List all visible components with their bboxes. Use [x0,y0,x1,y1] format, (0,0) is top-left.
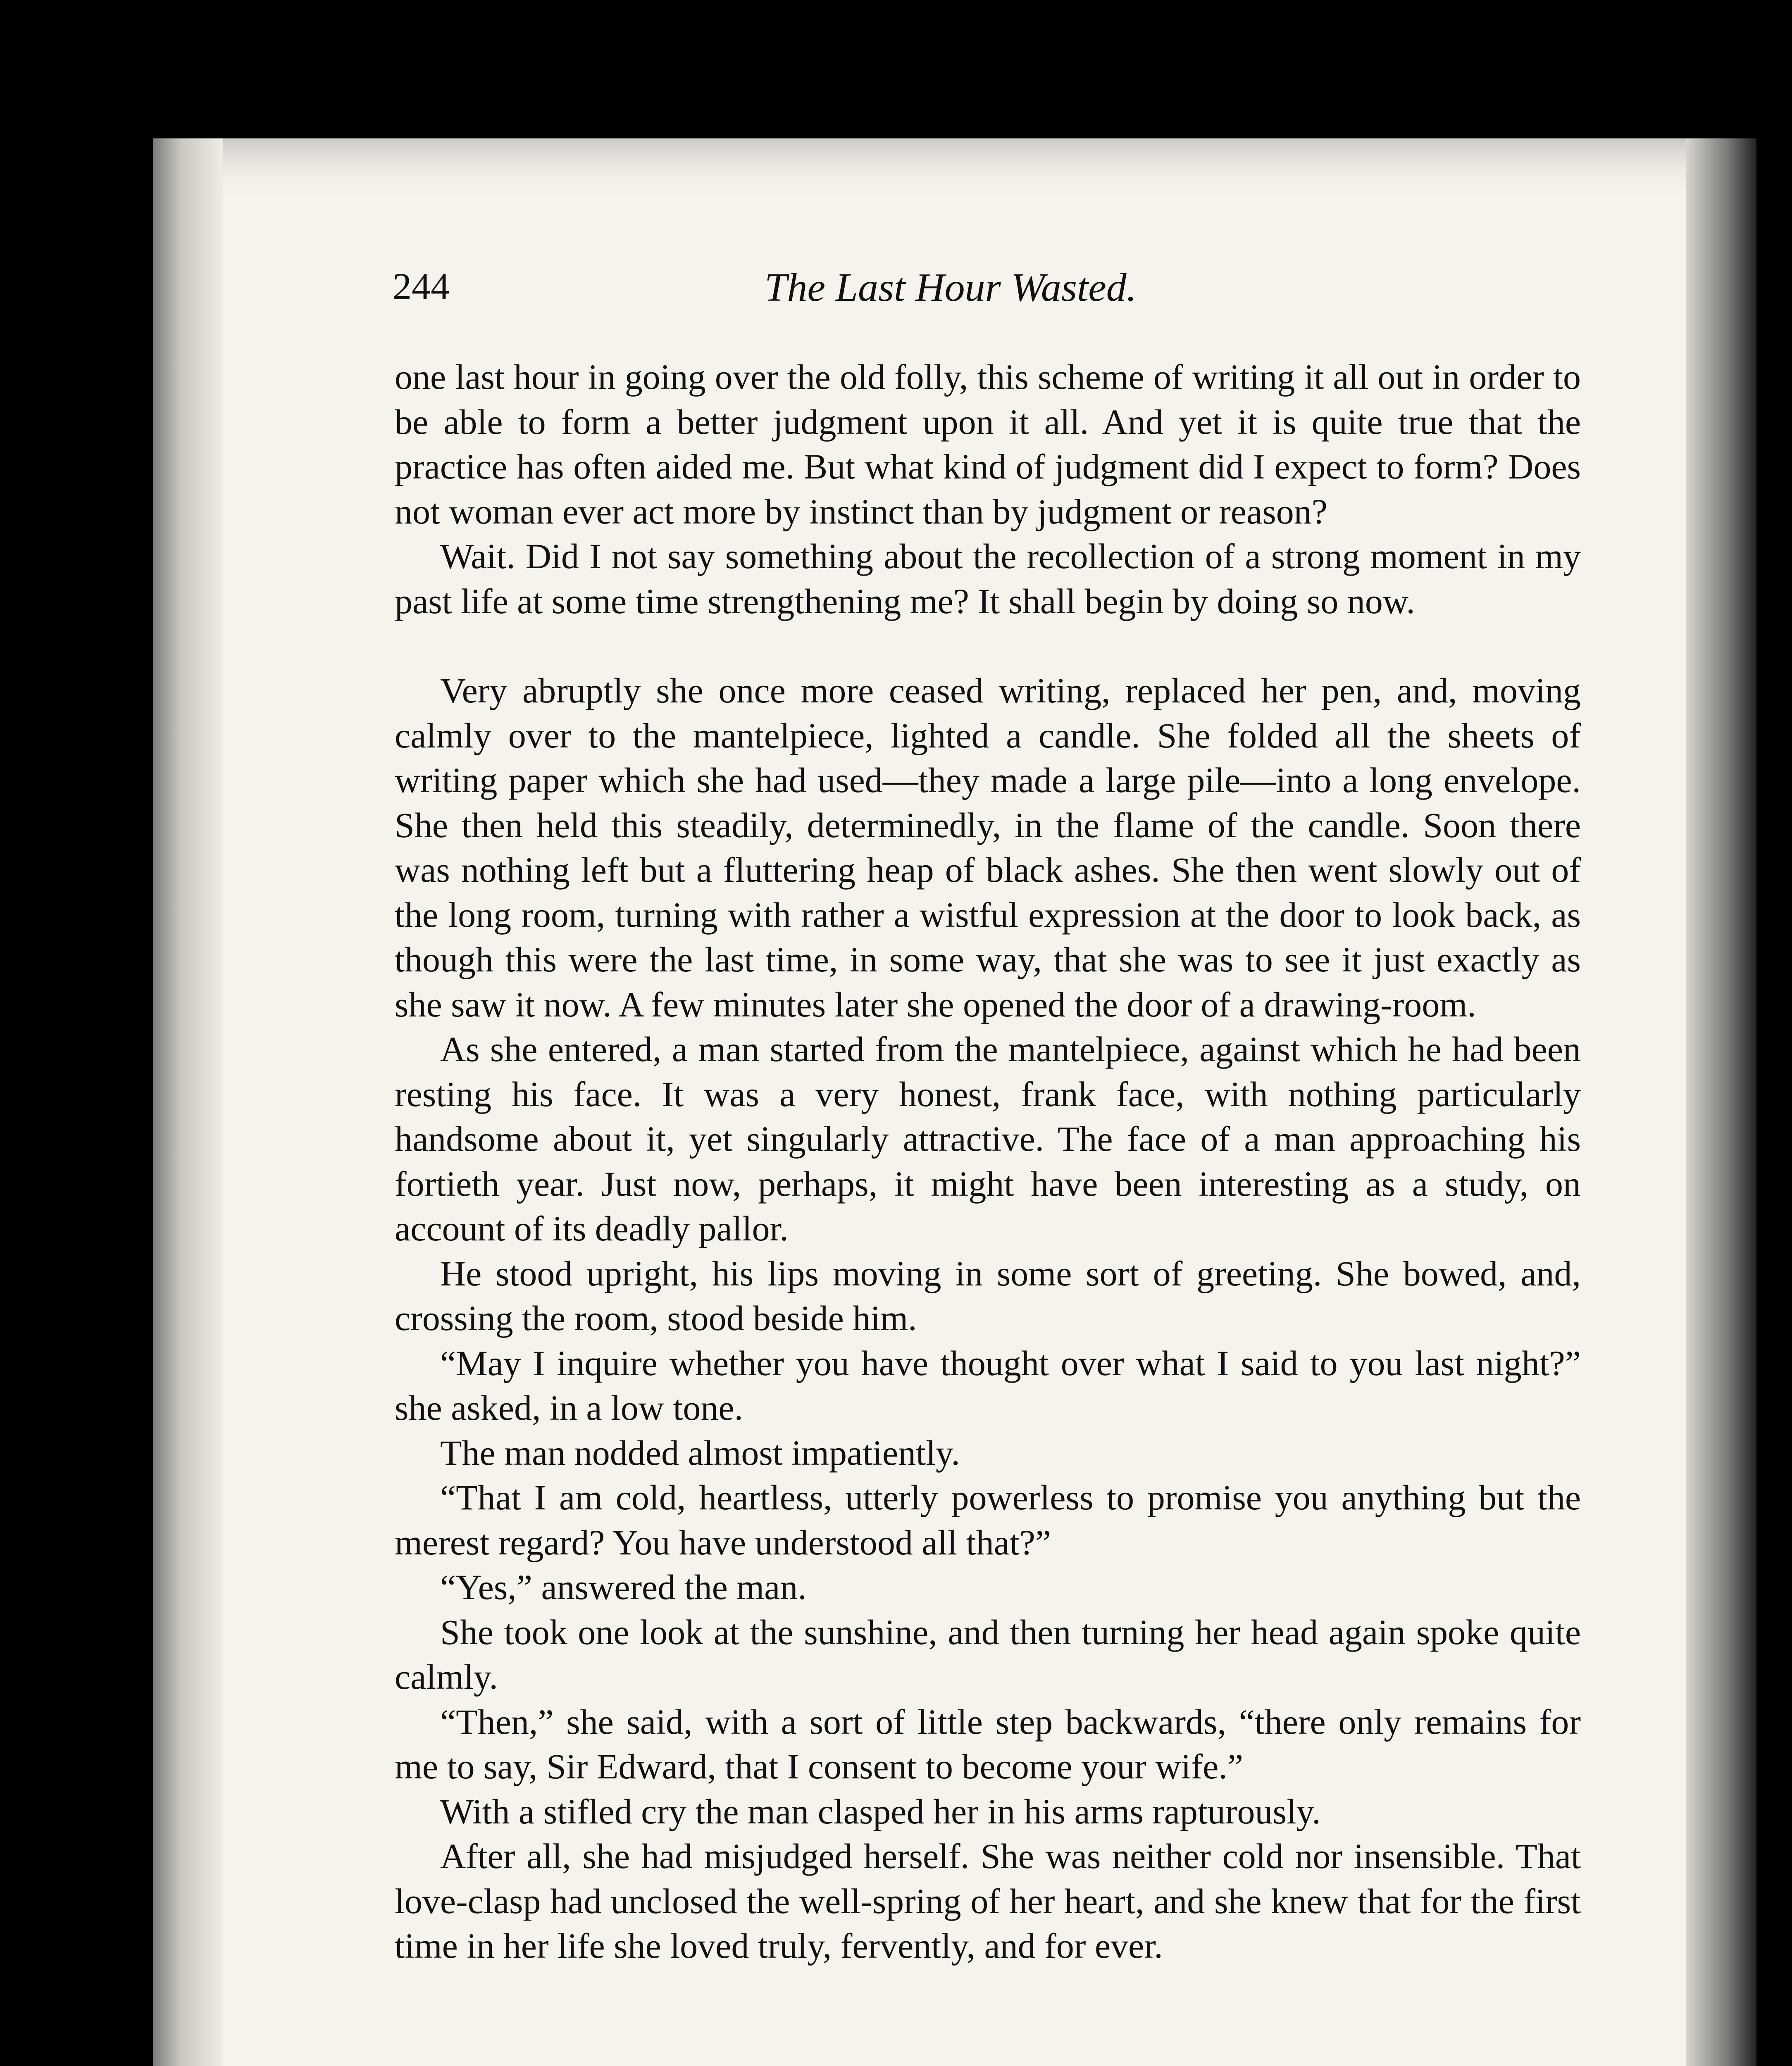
paragraph: He stood upright, his lips moving in some sort of greeting. She bowed, and, crossing the room, stood beside him. [395,1253,1581,1338]
paragraph: “That I am cold, heartless, utterly powerless to promise you anything but the merest regard? You have understood all that?” [395,1478,1581,1562]
page-gutter-left [153,138,223,2066]
page-gutter-right [1686,138,1756,2066]
paragraph: “May I inquire whether you have thought over what I said to you last night?” she asked, in a low tone. [395,1343,1581,1428]
paragraph: The man nodded almost impatiently. [440,1433,960,1473]
running-head [393,264,1591,322]
paragraph: Wait. Did I not say something about the recollection of a strong moment in my past life at some time strengthening me? It shall begin by doing so now. [395,536,1581,621]
paragraph: Very abruptly she once more ceased writing, replaced her pen, and, moving calmly over to the mantelpiece, lighted a candle. She folded all the sheets of writing paper which she had used—they made a large pile—into a long envelope. She then held this steadily, determinedly, in the flame of the candle. Soon there was nothing left but a fluttering heap of black ashes. She then went slowly out of the long room, turning with rather a wistful expression at the door to look back, as though this were the last time, in some way, that she was to see it just exactly as she saw it now. A few minutes later she opened the door of a drawing-room. [395,671,1581,1024]
running-title: The Last Hour Wasted. [765,265,1137,310]
paragraph: After all, she had misjudged herself. She was neither cold nor insensible. That love-clasp had unclosed the well-spring of her heart, and she knew that for the first time in her life she loved truly, fervently, and for ever. [395,1836,1581,1966]
paragraph: As she entered, a man started from the mantelpiece, against which he had been resting his face. It was a very honest, frank face, with nothing particularly handsome about it, yet singularly attractive. The face of a man approaching his fortieth year. Just now, perhaps, it might have been interesting as a study, on account of its deadly pallor. [395,1029,1581,1248]
paragraph: With a stifled cry the man clasped her in his arms rapturously. [440,1791,1321,1831]
body-text [395,355,1581,1968]
page-number: 244 [393,265,450,307]
paragraph: one last hour in going over the old folly, this scheme of writing it all out in order to be able to form a better judgment upon it all. And yet it is quite true that the practice has often aided me. But what kind of judgment did I expect to form? Does not woman ever act more by instinct than by judgment or reason? [395,357,1581,531]
paragraph: “Yes,” answered the man. [440,1567,807,1607]
paragraph: “Then,” she said, with a sort of little step backwards, “there only remains for me to say, Sir Edward, that I consent to become your wife.” [395,1702,1581,1786]
paragraph: She took one look at the sunshine, and then turning her head again spoke quite calmly. [395,1612,1581,1697]
